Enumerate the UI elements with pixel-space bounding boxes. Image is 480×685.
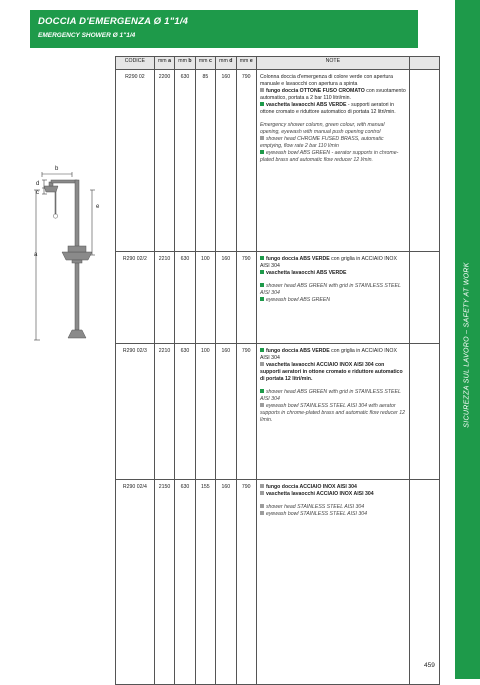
col-header-note: NOTE	[256, 57, 409, 70]
table-row	[116, 480, 440, 685]
grey-square-icon	[260, 362, 264, 366]
grey-square-icon	[260, 403, 264, 407]
green-square-icon	[260, 102, 264, 106]
grey-square-icon	[260, 136, 264, 140]
cell-code: R290 02/3	[116, 344, 155, 480]
dimension-label-a: a	[34, 252, 38, 258]
green-square-icon	[260, 283, 264, 287]
cell-a: 2200	[154, 70, 174, 252]
table-row	[116, 344, 440, 480]
cell-code: R290 02	[116, 70, 155, 252]
dimension-label-b: b	[55, 166, 59, 172]
grey-square-icon	[260, 511, 264, 515]
cell-note	[256, 480, 409, 685]
note-item-en: eyewash bowl STAINLESS STEEL AISI 304 with aerator supports in chrome-plated brass and automatic flow reducer 12 l/min.	[259, 403, 405, 424]
cell-a: 2210	[154, 252, 174, 344]
side-tab-label: SICUREZZA SUL LAVORO – SAFETY AT WORK	[463, 262, 471, 428]
note-item: fungo doccia ABS VERDE con griglia in ACCIAIO INOX AISI 304	[259, 256, 397, 270]
cell-blank	[409, 480, 439, 685]
cell-code: R290 02/4	[116, 480, 155, 685]
cell-b: 630	[175, 252, 195, 344]
green-square-icon	[260, 150, 264, 154]
cell-c: 100	[195, 344, 215, 480]
side-tab	[455, 0, 480, 679]
cell-d: 160	[216, 252, 236, 344]
cell-e: 790	[236, 480, 256, 685]
cell-d: 160	[216, 480, 236, 685]
note-item-en: shower head ABS GREEN with grid in STAINLESS STEEL AISI 304	[259, 283, 401, 297]
product-spec-table	[115, 56, 440, 685]
note-item: vaschetta lavaocchi ABS VERDE	[260, 270, 406, 277]
cell-a: 2210	[154, 344, 174, 480]
cell-c: 100	[195, 252, 215, 344]
cell-d: 160	[216, 344, 236, 480]
page-title: DOCCIA D'EMERGENZA Ø 1"1/4	[38, 16, 189, 27]
col-header-e: mm e	[236, 57, 256, 70]
cell-note	[256, 70, 409, 252]
green-square-icon	[260, 256, 264, 260]
grey-square-icon	[260, 484, 264, 488]
note-item-en: shower head STAINLESS STEEL AISI 304	[260, 504, 406, 511]
note-item-en: eyewash bowl ABS GREEN - aerator supports in chrome-plated brass and automatic flow reducer 12 l/min.	[259, 150, 399, 164]
table-row	[116, 70, 440, 252]
note-text: Colonna doccia d'emergenza di colore verde con apertura manuale e lavaocchi con apertura a spinta	[259, 74, 394, 88]
dimension-label-c: c	[36, 190, 39, 196]
note-item-en: shower head ABS GREEN with grid in STAINLESS STEEL AISI 304	[259, 389, 401, 403]
cell-b: 630	[175, 480, 195, 685]
cell-e: 790	[236, 344, 256, 480]
note-text-en: Emergency shower column, green colour, with manual opening, eyewash with manual push opening control	[259, 122, 385, 136]
cell-blank	[409, 70, 439, 252]
cell-code: R290 02/2	[116, 252, 155, 344]
grey-square-icon	[260, 491, 264, 495]
cell-e: 790	[236, 252, 256, 344]
note-item: fungo doccia OTTONE FUSO CROMATO con svuotamento automatico, portata a 2 bar 110 litri/min.	[259, 88, 406, 102]
cell-blank	[409, 252, 439, 344]
note-item: vaschetta lavaocchi ACCIAIO INOX AISI 304 con supporti aeratori in ottone cromato e riduttore automatico di portata 12 litri/min.	[259, 362, 403, 383]
col-header-a: mm a	[154, 57, 174, 70]
col-header-c: mm c	[195, 57, 215, 70]
cell-blank	[409, 344, 439, 480]
dimension-label-d: d	[36, 181, 40, 187]
col-header-d: mm d	[216, 57, 236, 70]
note-item: fungo doccia ACCIAIO INOX AISI 304	[260, 484, 406, 491]
note-item: fungo doccia ABS VERDE con griglia in ACCIAIO INOX AISI 304	[259, 348, 397, 362]
page-number: 459	[424, 662, 435, 669]
table-row	[116, 252, 440, 344]
cell-d: 160	[216, 70, 236, 252]
note-item-en: eyewash bowl ABS GREEN	[260, 297, 406, 304]
note-item: vaschetta lavaocchi ACCIAIO INOX AISI 304	[260, 491, 406, 498]
cell-b: 630	[175, 344, 195, 480]
shower-technical-drawing	[32, 160, 116, 345]
col-header-blank	[409, 57, 439, 70]
cell-note	[256, 344, 409, 480]
cell-a: 2150	[154, 480, 174, 685]
col-header-code: CODICE	[116, 57, 155, 70]
note-item: vaschetta lavaocchi ABS VERDE - supporti aeratori in ottone cromato e riduttore automatico di portata 12 litri/min.	[259, 102, 396, 116]
cell-b: 630	[175, 70, 195, 252]
cell-c: 155	[195, 480, 215, 685]
grey-square-icon	[260, 88, 264, 92]
cell-e: 790	[236, 70, 256, 252]
page-header-banner	[30, 10, 418, 48]
green-square-icon	[260, 270, 264, 274]
cell-c: 85	[195, 70, 215, 252]
grey-square-icon	[260, 504, 264, 508]
green-square-icon	[260, 348, 264, 352]
col-header-b: mm b	[175, 57, 195, 70]
page-subtitle: EMERGENCY SHOWER Ø 1"1/4	[38, 32, 136, 39]
green-square-icon	[260, 297, 264, 301]
note-item-en: shower head CHROME FUSED BRASS, automatic emptying, flow rate 2 bar 110 l/min	[259, 136, 384, 150]
cell-note	[256, 252, 409, 344]
green-square-icon	[260, 389, 264, 393]
note-item-en: eyewash bowl STAINLESS STEEL AISI 304	[260, 511, 406, 518]
dimension-label-e: e	[96, 204, 100, 210]
table-header-row	[116, 57, 440, 70]
